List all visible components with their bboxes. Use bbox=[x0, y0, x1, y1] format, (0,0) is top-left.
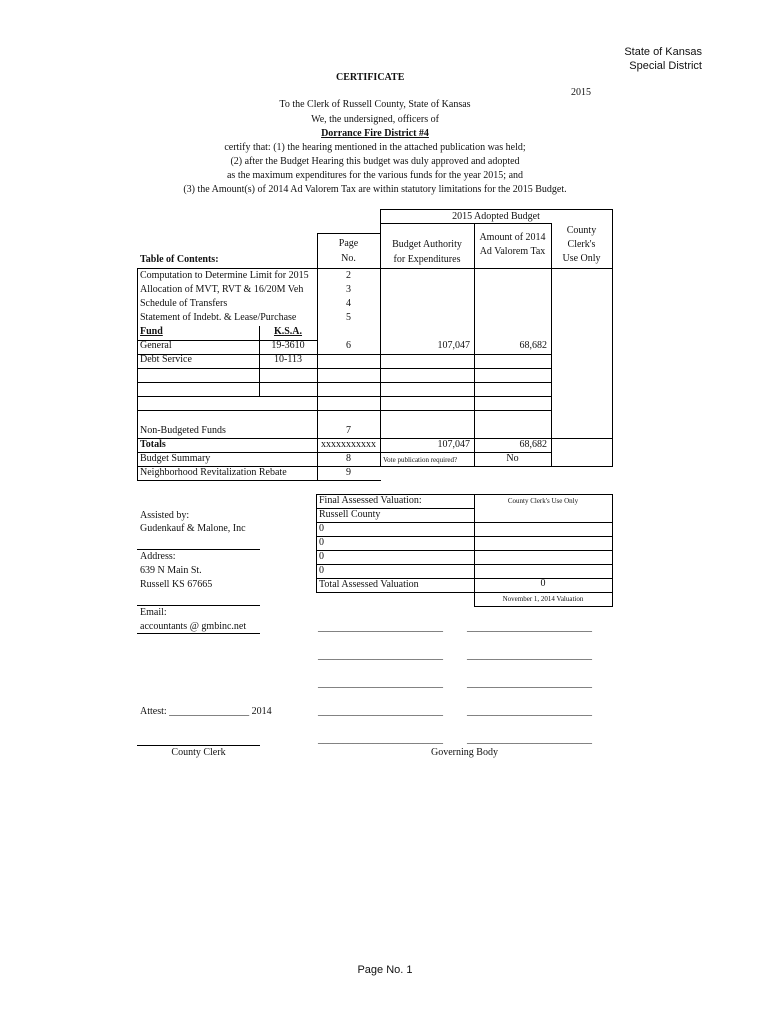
totals-budget-authority: 107,047 bbox=[437, 439, 470, 450]
valuation-row: 0 bbox=[319, 551, 324, 562]
neighborhood-rebate-page: 9 bbox=[346, 467, 351, 478]
budget-authority-header-2: for Expenditures bbox=[393, 254, 461, 265]
toc-item-page: 3 bbox=[346, 284, 351, 295]
fund-budget-authority: 107,047 bbox=[437, 340, 470, 351]
certify-line-4: (3) the Amount(s) of 2014 Ad Valorem Tax are within statutory limitations for the 2015 Budget. bbox=[183, 184, 567, 195]
signature-line: _________________________ bbox=[318, 650, 443, 661]
fund-ad-valorem-tax: 68,682 bbox=[519, 340, 547, 351]
fund-page: 6 bbox=[346, 340, 351, 351]
valuation-title: Final Assessed Valuation: bbox=[319, 495, 422, 506]
county-clerk-header-3: Use Only bbox=[562, 253, 601, 264]
certify-line-3: as the maximum expenditures for the various funds for the year 2015; and bbox=[226, 170, 524, 181]
ad-valorem-header-1: Amount of 2014 bbox=[479, 232, 546, 243]
email-value: accountants @ gmbinc.net bbox=[140, 621, 247, 632]
neighborhood-rebate-label: Neighborhood Revitalization Rebate bbox=[140, 467, 287, 478]
address-city: Russell KS 67665 bbox=[140, 579, 213, 590]
state-label: State of Kansas bbox=[624, 46, 702, 58]
assisted-by-name: Gudenkauf & Malone, Inc bbox=[140, 523, 246, 534]
fund-column-header: Fund bbox=[140, 326, 163, 337]
governing-body-label: Governing Body bbox=[431, 747, 498, 758]
toc-item-page: 5 bbox=[346, 312, 351, 323]
district-type-label: Special District bbox=[629, 60, 702, 72]
totals-page: xxxxxxxxxxx bbox=[321, 439, 376, 450]
toc-item-page: 4 bbox=[346, 298, 351, 309]
budget-authority-header-1: Budget Authority bbox=[392, 239, 462, 250]
signature-line: _________________________ bbox=[467, 650, 592, 661]
district-name: Dorrance Fire District #4 bbox=[321, 128, 429, 139]
certify-line-1: certify that: (1) the hearing mentioned in the attached publication was held; bbox=[224, 142, 526, 153]
signature-line: _________________________ bbox=[318, 678, 443, 689]
toc-item-page: 2 bbox=[346, 270, 351, 281]
budget-summary-page: 8 bbox=[346, 453, 351, 464]
officers-line: We, the undersigned, officers of bbox=[311, 114, 439, 125]
toc-item-label: Schedule of Transfers bbox=[140, 298, 228, 309]
signature-line: _________________________ bbox=[318, 622, 443, 633]
signature-line: _________________________ bbox=[318, 706, 443, 717]
county-clerk-header-1: County bbox=[566, 225, 597, 236]
non-budgeted-label: Non-Budgeted Funds bbox=[140, 425, 226, 436]
valuation-county: Russell County bbox=[319, 509, 381, 520]
total-assessed-valuation-value: 0 bbox=[540, 578, 546, 589]
vote-publication-value: No bbox=[506, 453, 519, 464]
ad-valorem-header-2: Ad Valorem Tax bbox=[479, 246, 546, 257]
fund-name: General bbox=[140, 340, 172, 351]
totals-label: Totals bbox=[140, 439, 166, 450]
address-label: Address: bbox=[140, 551, 176, 562]
valuation-row: 0 bbox=[319, 523, 324, 534]
ksa-column-header: K.S.A. bbox=[273, 326, 303, 337]
toc-item-label: Statement of Indebt. & Lease/Purchase bbox=[140, 312, 297, 323]
valuation-date-label: November 1, 2014 Valuation bbox=[502, 595, 584, 603]
certificate-title: CERTIFICATE bbox=[336, 72, 405, 83]
email-label: Email: bbox=[140, 607, 167, 618]
toc-item-label: Allocation of MVT, RVT & 16/20M Veh bbox=[140, 284, 304, 295]
non-budgeted-page: 7 bbox=[346, 425, 351, 436]
fund-ksa: 19-3610 bbox=[271, 340, 305, 351]
valuation-row: 0 bbox=[319, 537, 324, 548]
adopted-budget-header: 2015 Adopted Budget bbox=[452, 211, 540, 222]
fund-ksa: 10-113 bbox=[274, 354, 302, 365]
page-header-1: Page bbox=[338, 238, 359, 249]
certificate-year: 2015 bbox=[571, 87, 591, 98]
valuation-row: 0 bbox=[319, 565, 324, 576]
certify-line-2: (2) after the Budget Hearing this budget was duly approved and adopted bbox=[230, 156, 520, 167]
signature-line: _________________________ bbox=[467, 678, 592, 689]
county-clerk-header-2: Clerk's bbox=[567, 239, 596, 250]
toc-item-label: Computation to Determine Limit for 2015 bbox=[140, 270, 309, 281]
signature-line: _________________________ bbox=[467, 622, 592, 633]
page-header-2: No. bbox=[341, 253, 356, 264]
fund-name: Debt Service bbox=[140, 354, 192, 365]
assisted-by-label: Assisted by: bbox=[140, 510, 190, 521]
clerk-line: To the Clerk of Russell County, State of Kansas bbox=[279, 99, 471, 110]
county-clerk-label: County Clerk bbox=[171, 747, 226, 758]
valuation-clerk-use-label: County Clerk's Use Only bbox=[507, 497, 579, 505]
vote-publication-label: Vote publication required? bbox=[383, 456, 458, 464]
attest-line: Attest: ________________ 2014 bbox=[140, 706, 272, 717]
signature-line: _________________________ bbox=[318, 734, 443, 745]
total-assessed-valuation-label: Total Assessed Valuation bbox=[319, 579, 419, 590]
totals-ad-valorem-tax: 68,682 bbox=[519, 439, 547, 450]
page-number: Page No. 1 bbox=[357, 964, 413, 976]
budget-summary-label: Budget Summary bbox=[140, 453, 211, 464]
signature-line: _________________________ bbox=[467, 706, 592, 717]
address-street: 639 N Main St. bbox=[140, 565, 202, 576]
toc-label: Table of Contents: bbox=[140, 254, 219, 265]
signature-line: _________________________ bbox=[467, 734, 592, 745]
